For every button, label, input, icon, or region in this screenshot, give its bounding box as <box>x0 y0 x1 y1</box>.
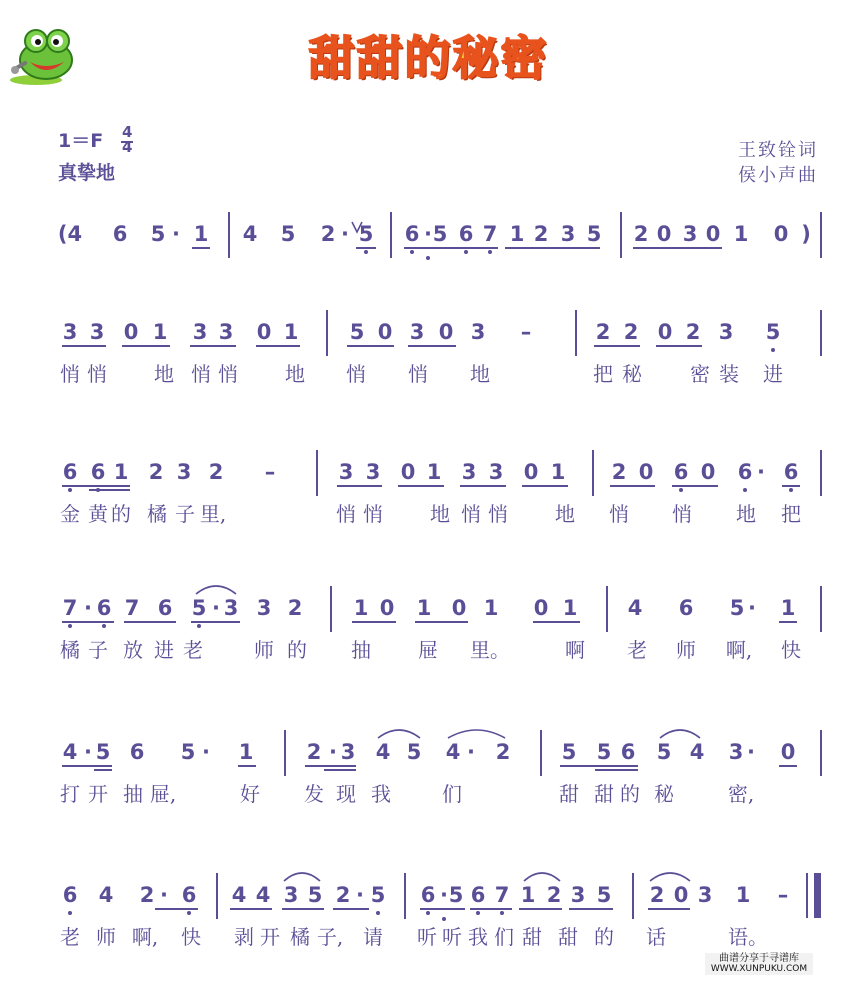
note: 7 <box>62 596 78 620</box>
lyric-syllable: 屉, <box>149 782 177 806</box>
lyric-syllable: 听 <box>442 925 462 949</box>
note: 3 <box>283 883 299 907</box>
lyric-syllable: 甜 <box>559 782 579 806</box>
note: 3 <box>560 222 576 246</box>
note: 4 <box>98 883 114 907</box>
note: – <box>520 320 532 344</box>
note: 6 <box>181 883 197 907</box>
note: 6 <box>420 883 436 907</box>
augmentation-dot: · <box>212 596 220 620</box>
augmentation-dot: · <box>356 883 364 907</box>
lyric-syllable: 地 <box>430 502 450 526</box>
lyric-syllable: 现 <box>336 782 356 806</box>
lyric-syllable: 密 <box>690 362 710 386</box>
lyric-syllable: 把 <box>593 362 613 386</box>
note: 3 <box>223 596 239 620</box>
lyric-syllable: 橘 <box>147 502 167 526</box>
augmentation-dot: · <box>84 596 92 620</box>
note: 5 <box>596 883 612 907</box>
lyric-syllable: 师 <box>254 638 274 662</box>
note: 5 <box>280 222 296 246</box>
note: 0 <box>780 740 796 764</box>
note: 6 <box>737 460 753 484</box>
note: 1 <box>283 320 299 344</box>
note: 6 <box>157 596 173 620</box>
note: 1 <box>238 740 254 764</box>
slur <box>196 586 236 594</box>
note: 5 <box>656 740 672 764</box>
lyric-syllable: 秘 <box>622 362 642 386</box>
lyric-syllable: 好 <box>240 782 260 806</box>
slur <box>378 730 420 738</box>
lyric-syllable: 金 <box>60 502 80 526</box>
watermark-site: WWW.XUNPUKU.COM <box>710 964 808 974</box>
note: 5 <box>432 222 448 246</box>
note: 5 <box>95 740 111 764</box>
note: 4 <box>255 883 271 907</box>
augmentation-dot: · <box>172 222 180 246</box>
note: 5 <box>307 883 323 907</box>
augmentation-dot: · <box>329 740 337 764</box>
note: (4 <box>57 222 83 246</box>
lyric-syllable: 我 <box>468 925 488 949</box>
lyric-syllable: 橘 <box>60 638 80 662</box>
note: 7 <box>494 883 510 907</box>
lyric-syllable: 快 <box>181 925 201 949</box>
note: 6 <box>673 460 689 484</box>
note: 5 <box>729 596 745 620</box>
lyric-syllable: 语。 <box>728 925 768 949</box>
note: 0 <box>705 222 721 246</box>
augmentation-dot: · <box>748 596 756 620</box>
note: 3 <box>218 320 234 344</box>
lyric-syllable: 子, <box>316 925 344 949</box>
note: 1 <box>733 222 749 246</box>
lyric-syllable: 老 <box>183 638 203 662</box>
note: 1 <box>550 460 566 484</box>
lyric-syllable: 们 <box>494 925 514 949</box>
note: 6 <box>678 596 694 620</box>
slur <box>660 730 700 738</box>
note: 2 <box>306 740 322 764</box>
note: 1 <box>353 596 369 620</box>
note: 0 <box>773 222 789 246</box>
lyric-syllable: 听 <box>417 925 437 949</box>
note: 3 <box>682 222 698 246</box>
lyric-syllable: 悄 <box>672 502 692 526</box>
note: 5 <box>180 740 196 764</box>
note: 3 <box>461 460 477 484</box>
note: 3 <box>728 740 744 764</box>
note: 3 <box>365 460 381 484</box>
note: 5 <box>349 320 365 344</box>
augmentation-dot: · <box>341 222 349 246</box>
note: 3 <box>697 883 713 907</box>
note: – <box>777 883 789 907</box>
lyric-syllable: 地 <box>154 362 174 386</box>
note: 2 <box>595 320 611 344</box>
slur <box>448 730 505 738</box>
watermark <box>705 953 813 975</box>
note: 2 <box>623 320 639 344</box>
lyric-syllable: 放 <box>123 638 143 662</box>
note: 2 <box>546 883 562 907</box>
note: 6 <box>404 222 420 246</box>
lyric-syllable: 秘 <box>654 782 674 806</box>
augmentation-dot: · <box>747 740 755 764</box>
note: 5 <box>370 883 386 907</box>
lyric-syllable: 的 <box>111 502 131 526</box>
lyric-syllable: 师 <box>676 638 696 662</box>
note: 2 <box>611 460 627 484</box>
note: 7 <box>124 596 140 620</box>
note: 0 <box>379 596 395 620</box>
note: 5 <box>586 222 602 246</box>
lyric-syllable: 悄 <box>191 362 211 386</box>
lyric-syllable: 啊 <box>565 638 585 662</box>
note: 5 <box>191 596 207 620</box>
lyric-syllable: 悄 <box>461 502 481 526</box>
note: 2 <box>139 883 155 907</box>
note: 3 <box>256 596 272 620</box>
note: 3 <box>176 460 192 484</box>
note: 1 <box>562 596 578 620</box>
note: 1 <box>735 883 751 907</box>
note: 4 <box>375 740 391 764</box>
note: 4 <box>627 596 643 620</box>
note: 6 <box>129 740 145 764</box>
lyricist-credit: 王致铨词 <box>738 140 818 161</box>
lyric-syllable: 啊, <box>725 638 753 662</box>
note: 3 <box>340 740 356 764</box>
note: 2 <box>148 460 164 484</box>
lyric-syllable: 请 <box>363 925 383 949</box>
note: 2 <box>649 883 665 907</box>
note: 1 <box>152 320 168 344</box>
note: 3 <box>718 320 734 344</box>
lyric-syllable: 老 <box>60 925 80 949</box>
note: 5 <box>561 740 577 764</box>
lyric-syllable: 悄 <box>336 502 356 526</box>
lyric-syllable: 悄 <box>408 362 428 386</box>
lyric-syllable: 抽 <box>123 782 143 806</box>
augmentation-dot: · <box>467 740 475 764</box>
lyric-syllable: 快 <box>781 638 801 662</box>
final-barline-thick <box>814 873 821 918</box>
note: – <box>264 460 276 484</box>
lyric-syllable: 老 <box>627 638 647 662</box>
lyric-syllable: 甜 <box>558 925 578 949</box>
note: 2 <box>495 740 511 764</box>
lyric-syllable: 悄 <box>60 362 80 386</box>
augmentation-dot: · <box>440 883 448 907</box>
lyric-syllable: 开 <box>260 925 280 949</box>
lyric-syllable: 悄 <box>87 362 107 386</box>
note: 0 <box>123 320 139 344</box>
lyric-syllable: 话 <box>646 925 666 949</box>
lyric-syllable: 啊, <box>131 925 159 949</box>
lyric-syllable: 抽 <box>351 638 371 662</box>
note: 0 <box>451 596 467 620</box>
lyric-syllable: 地 <box>555 502 575 526</box>
key-signature: 1＝F <box>58 130 104 152</box>
note: 3 <box>409 320 425 344</box>
note: 0 <box>256 320 272 344</box>
note: 3 <box>62 320 78 344</box>
note: 2 <box>287 596 303 620</box>
note: 0 <box>700 460 716 484</box>
note: 6 <box>96 596 112 620</box>
note: 2 <box>208 460 224 484</box>
note: 5 <box>596 740 612 764</box>
augmentation-dot: · <box>424 222 432 246</box>
note: 3 <box>192 320 208 344</box>
note: 0 <box>656 222 672 246</box>
note: 7 <box>482 222 498 246</box>
lyric-syllable: 屉 <box>418 638 438 662</box>
note: 3 <box>488 460 504 484</box>
note: 4 <box>242 222 258 246</box>
slur <box>650 873 690 881</box>
note: 1 <box>113 460 129 484</box>
lyric-syllable: 里, <box>199 502 227 526</box>
note: 1 <box>416 596 432 620</box>
note: 5 <box>765 320 781 344</box>
slur <box>284 873 320 881</box>
note: 4 <box>62 740 78 764</box>
breath-mark <box>352 222 362 232</box>
note: 6 <box>783 460 799 484</box>
augmentation-dot: · <box>202 740 210 764</box>
final-barline-thin <box>806 873 808 918</box>
augmentation-dot: · <box>84 740 92 764</box>
lyric-syllable: 发 <box>304 782 324 806</box>
note: 6 <box>458 222 474 246</box>
note: 2 <box>320 222 336 246</box>
note: 3 <box>470 320 486 344</box>
note: 6 <box>112 222 128 246</box>
lyric-syllable: 地 <box>470 362 490 386</box>
lyric-syllable: 甜 <box>522 925 542 949</box>
note: 0 <box>377 320 393 344</box>
lyric-syllable: 子 <box>88 638 108 662</box>
lyric-syllable: 悄 <box>218 362 238 386</box>
note: 0 <box>523 460 539 484</box>
lyric-syllable: 的 <box>287 638 307 662</box>
lyric-syllable: 子 <box>175 502 195 526</box>
lyric-syllable: 悄 <box>363 502 383 526</box>
note: 6 <box>62 883 78 907</box>
note: 6 <box>62 460 78 484</box>
note: 0 <box>673 883 689 907</box>
note: 6 <box>620 740 636 764</box>
lyric-syllable: 橘 <box>290 925 310 949</box>
note: 1 <box>780 596 796 620</box>
note: 2 <box>533 222 549 246</box>
note: 6 <box>90 460 106 484</box>
lyric-syllable: 剥 <box>234 925 254 949</box>
page-title: 甜甜的秘密 <box>308 31 549 85</box>
note: 0 <box>438 320 454 344</box>
note: 3 <box>89 320 105 344</box>
lyric-syllable: 把 <box>781 502 801 526</box>
lyric-syllable: 进 <box>763 362 783 386</box>
slur <box>524 873 560 881</box>
lyric-syllable: 开 <box>88 782 108 806</box>
note: 6 <box>470 883 486 907</box>
note: ) <box>801 222 811 246</box>
lyric-syllable: 悄 <box>488 502 508 526</box>
note: 0 <box>657 320 673 344</box>
lyric-syllable: 的 <box>594 925 614 949</box>
note: 1 <box>483 596 499 620</box>
lyric-syllable: 装 <box>719 362 739 386</box>
lyric-syllable: 密, <box>727 782 755 806</box>
lyric-syllable: 悄 <box>609 502 629 526</box>
time-signature-bottom: 4 <box>122 138 133 156</box>
note: 2 <box>685 320 701 344</box>
augmentation-dot: · <box>757 460 765 484</box>
tempo-marking: 真挚地 <box>58 162 116 184</box>
note: 1 <box>426 460 442 484</box>
lyric-syllable: 我 <box>371 782 391 806</box>
watermark-text: 曲谱分享于寻谱库 <box>719 953 799 964</box>
lyric-syllable: 甜 <box>594 782 614 806</box>
lyric-syllable: 里。 <box>470 638 510 662</box>
note: 0 <box>533 596 549 620</box>
note: 1 <box>520 883 536 907</box>
note: 2 <box>335 883 351 907</box>
note: 1 <box>193 222 209 246</box>
lyric-syllable: 悄 <box>346 362 366 386</box>
note: 4 <box>231 883 247 907</box>
note: 1 <box>509 222 525 246</box>
lyric-syllable: 地 <box>736 502 756 526</box>
note: 5 <box>358 222 374 246</box>
note: 0 <box>638 460 654 484</box>
lyric-syllable: 们 <box>442 782 462 806</box>
time-signature-top: 4 <box>122 123 133 141</box>
lyric-syllable: 的 <box>620 782 640 806</box>
note: 0 <box>400 460 416 484</box>
lyric-syllable: 师 <box>96 925 116 949</box>
note: 5 <box>150 222 166 246</box>
note: 4 <box>445 740 461 764</box>
note: 3 <box>570 883 586 907</box>
note: 3 <box>338 460 354 484</box>
note: 4 <box>689 740 705 764</box>
lyric-syllable: 进 <box>154 638 174 662</box>
augmentation-dot: · <box>160 883 168 907</box>
lyric-syllable: 黄 <box>88 502 108 526</box>
note: 5 <box>406 740 422 764</box>
lyric-syllable: 打 <box>60 782 80 806</box>
note: 5 <box>448 883 464 907</box>
composer-credit: 侯小声曲 <box>738 165 818 186</box>
note: 2 <box>633 222 649 246</box>
lyric-syllable: 地 <box>285 362 305 386</box>
